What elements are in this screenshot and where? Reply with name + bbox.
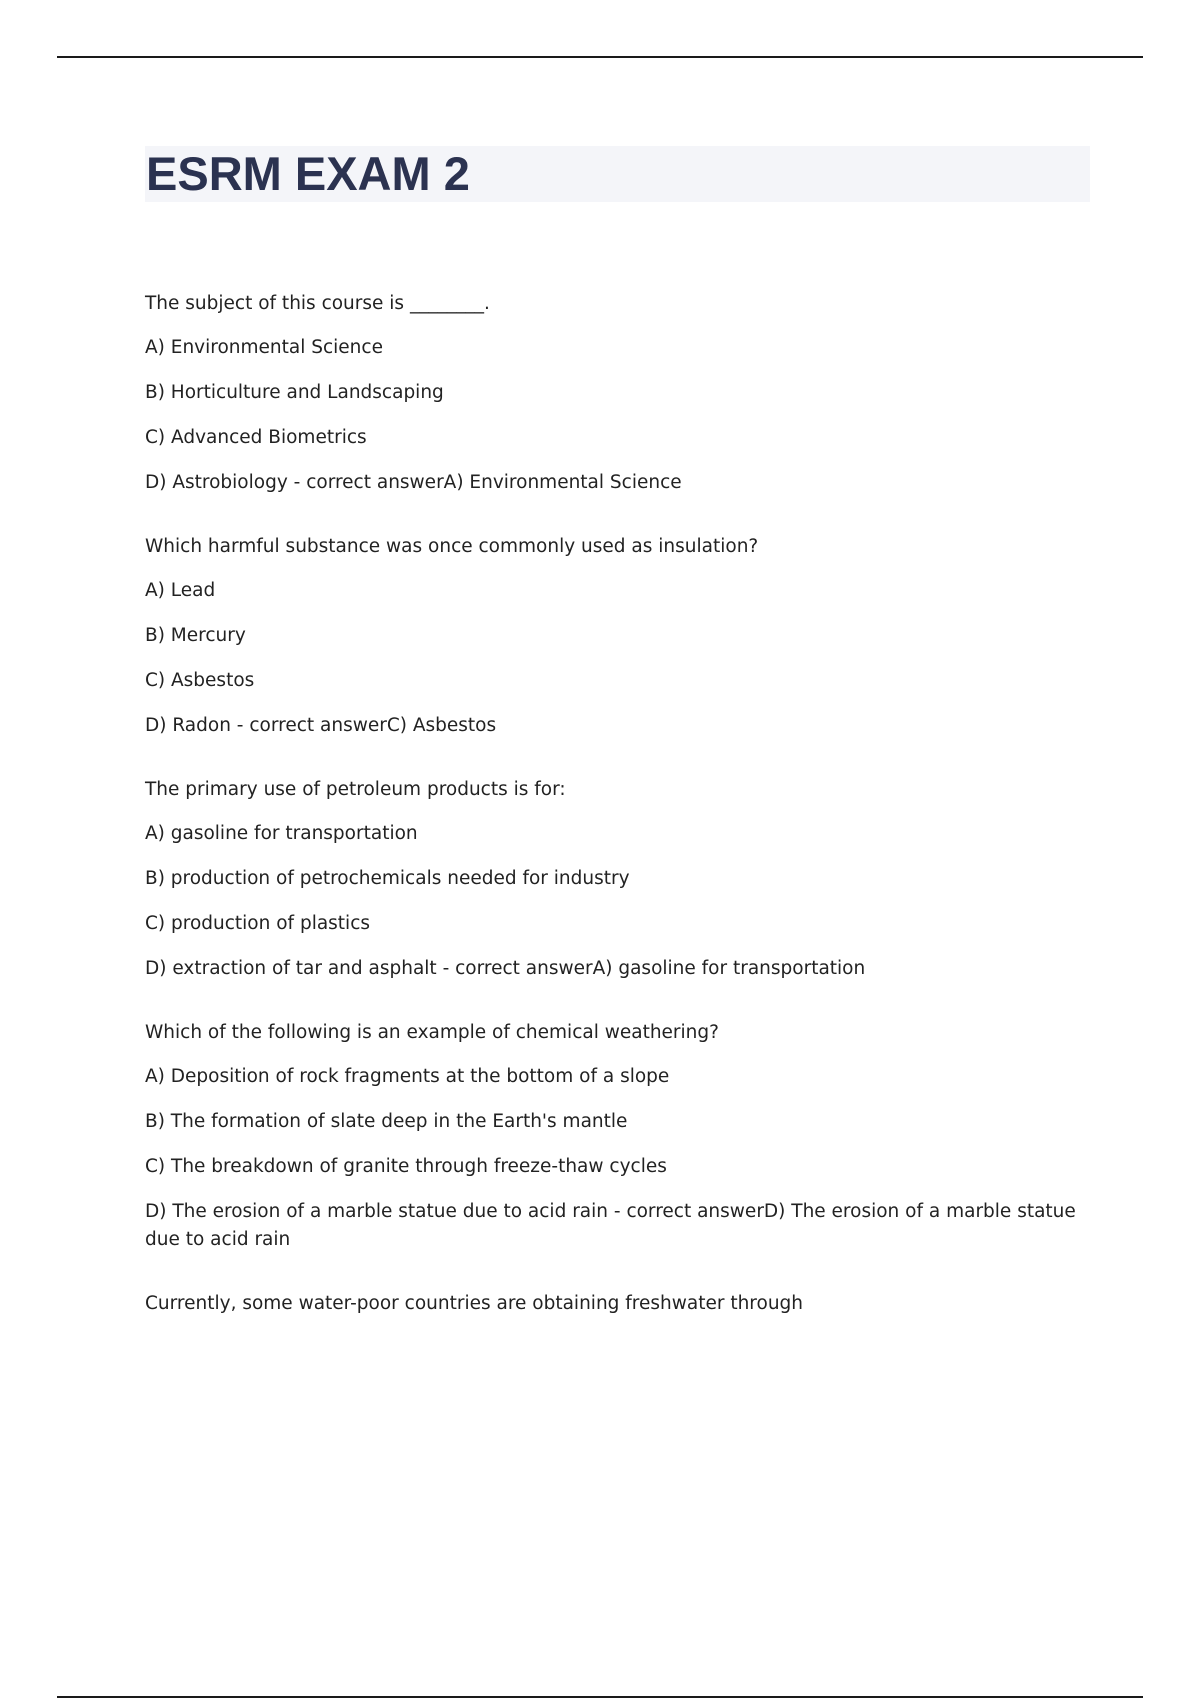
answer-option: A) Deposition of rock fragments at the bottom of a slope bbox=[145, 1066, 670, 1087]
answer-option: D) Radon - correct answerC) Asbestos bbox=[145, 715, 497, 736]
question-block bbox=[145, 533, 1090, 740]
header-rule bbox=[57, 56, 1143, 58]
question-text: The subject of this course is ________. bbox=[145, 293, 490, 314]
answer-option: B) production of petrochemicals needed for industry bbox=[145, 868, 630, 889]
footer-rule bbox=[57, 1696, 1143, 1698]
answer-option: C) production of plastics bbox=[145, 913, 371, 934]
question-text: Which harmful substance was once commonly used as insulation? bbox=[145, 536, 759, 557]
answer-option: D) Astrobiology - correct answerA) Environmental Science bbox=[145, 472, 682, 493]
question-block bbox=[145, 290, 1090, 497]
document-title: ESRM EXAM 2 bbox=[146, 147, 470, 200]
answer-option: B) Mercury bbox=[145, 625, 246, 646]
answer-option: A) Environmental Science bbox=[145, 337, 383, 358]
answer-option: B) The formation of slate deep in the Earth's mantle bbox=[145, 1111, 628, 1132]
question-text: The primary use of petroleum products is for: bbox=[145, 779, 566, 800]
answer-option: B) Horticulture and Landscaping bbox=[145, 382, 444, 403]
question-block bbox=[145, 1290, 1090, 1318]
question-list bbox=[145, 290, 1090, 1354]
answer-option: D) extraction of tar and asphalt - correct answerA) gasoline for transportation bbox=[145, 958, 866, 979]
question-block bbox=[145, 1019, 1090, 1254]
question-text: Which of the following is an example of chemical weathering? bbox=[145, 1022, 719, 1043]
answer-option: C) Asbestos bbox=[145, 670, 255, 691]
question-block bbox=[145, 776, 1090, 983]
answer-option: A) gasoline for transportation bbox=[145, 823, 418, 844]
answer-option: D) The erosion of a marble statue due to acid rain - correct answerD) The erosion of a marble statue due to acid rain bbox=[145, 1201, 1076, 1250]
answer-option: C) The breakdown of granite through freeze-thaw cycles bbox=[145, 1156, 667, 1177]
question-text: Currently, some water-poor countries are obtaining freshwater through bbox=[145, 1293, 804, 1314]
answer-option: A) Lead bbox=[145, 580, 216, 601]
answer-option: C) Advanced Biometrics bbox=[145, 427, 367, 448]
